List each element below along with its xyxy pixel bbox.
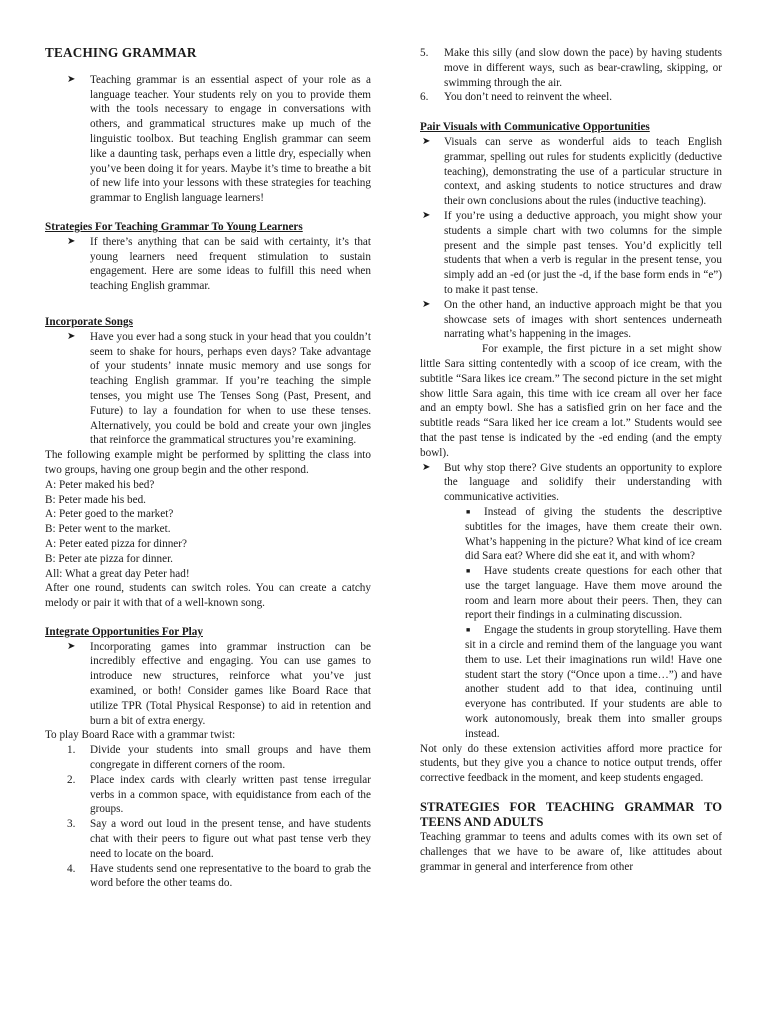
sub-bullet-item: [420, 505, 722, 564]
dialog-line: A: Peter maked his bed?: [45, 478, 155, 491]
list-item: [420, 90, 722, 105]
bullet-text: If there’s anything that can be said with certainty, it’s that young learners need frequent stimulation to sustain engagement. Here are some ideas to fulfill this need when teaching English grammar.: [90, 235, 371, 293]
bullet-intro: [45, 73, 371, 206]
sub-bullet-text: Have students create questions for each other that use the target language. Have them move around the room and learn more about their peers. Then, they can report their findings in a culminating discussion.: [465, 565, 722, 622]
dialog-line: B: Peter made his bed.: [45, 493, 146, 506]
example-paragraph: For example, the first picture in a set might show little Sara sitting contentedly with a scoop of ice cream, with the subtitle “Sara likes ice cream.” The second picture in the set might show little Sara again, this time with ice cream all over her face and an empty bowl. She has a satisfied grin on her face and the subtitle reads “Sara liked her ice cream a lot.” Students would see that the past tense is indicated by the -ed ending (and the empty bowl).: [420, 343, 722, 459]
sub-bullet-item: [420, 623, 722, 741]
arrow-bullet-icon: ➤: [422, 209, 431, 221]
bullet-deductive: [420, 209, 722, 298]
right-column: [420, 46, 722, 874]
list-text: You don’t need to reinvent the wheel.: [444, 91, 612, 104]
arrow-bullet-icon: ➤: [422, 135, 431, 147]
bullet-why-stop: [420, 461, 722, 505]
dialog-line: B: Peter went to the market.: [45, 523, 171, 536]
bullet-inductive: [420, 298, 722, 342]
bullet-play: [45, 640, 371, 729]
document-title: TEACHING GRAMMAR: [45, 45, 197, 60]
bullet-songs: [45, 330, 371, 448]
arrow-bullet-icon: ➤: [67, 640, 76, 652]
square-bullet-icon: ■: [466, 567, 471, 576]
sub-bullet-item: [420, 564, 722, 623]
bullet-young-learners: [45, 235, 371, 294]
bullet-text: Teaching grammar is an essential aspect of your role as a language teacher. Your students rely on you to provide them with the tools necessary to engage in conversations with others, and grammatical structures make up much of the linguistic toolbox. But teaching English grammar can seem like a daunting task, perhaps even a little dry, especially when you’ve been doing it for years. Maybe it’s time to breathe a bit of new life into your lessons with these strategies for teaching grammar to English language learners!: [90, 73, 371, 205]
arrow-bullet-icon: ➤: [67, 73, 76, 85]
example-intro: The following example might be performed by splitting the class into two groups, having one group begin and the other respond.: [45, 449, 371, 476]
list-number: 5.: [420, 47, 429, 59]
bullet-text: Visuals can serve as wonderful aids to teach English grammar, spelling out rules for students explicitly (deductive teaching), demonstrating the use of a particular structure in context, and asking students to notice structures and draw their own conclusions about the rules (inductive teaching).: [444, 135, 722, 208]
arrow-bullet-icon: ➤: [422, 461, 431, 473]
list-text: Divide your students into small groups and have them congregate in different corners of the room.: [90, 744, 371, 772]
bullet-text: Incorporating games into grammar instruction can be incredibly effective and engaging. You can use games to introduce new structures, reinforce what you’ve just examined, or both! Consider games like Board Race that utilize TPR (Total Physical Response) to aid in retention and burn a bit of extra energy.: [90, 640, 371, 727]
left-column: [45, 46, 371, 891]
list-text: Have students send one representative to the board to grab the word before the other teams do.: [90, 862, 371, 890]
sub-bullet-text: Engage the students in group storytelling. Have them sit in a circle and remind them of the language you want them to use. Let their imaginations run wild! Have one student start the story (“Once upon a time…”) and have another student add to that idea, continuing until everyone has contributed. If your students are able to work autonomously, break them into smaller groups instead.: [465, 624, 722, 740]
list-item: [420, 46, 722, 90]
sub-bullet-text: Instead of giving the students the descriptive subtitles for the images, have them create their own. What’s happening in the picture? What kind of ice cream did Sara eat? Where did she eat it, and with whom?: [465, 505, 722, 563]
section-heading-visuals: Pair Visuals with Communicative Opportunities: [420, 121, 650, 134]
square-bullet-icon: ■: [466, 507, 471, 516]
section-heading-play: Integrate Opportunities For Play: [45, 625, 203, 638]
list-number: 1.: [67, 744, 76, 757]
list-number: 6.: [420, 91, 429, 104]
dialog-block: [45, 478, 371, 582]
bullet-text: On the other hand, an inductive approach might be that you showcase sets of images with short sentences underneath narrating what’s happening in the images.: [444, 298, 722, 341]
square-bullet-icon: ■: [466, 626, 471, 635]
dialog-line: A: Peter eated pizza for dinner?: [45, 537, 187, 550]
section-heading-young-learners: Strategies For Teaching Grammar To Young Learners: [45, 220, 303, 233]
arrow-bullet-icon: ➤: [67, 330, 76, 342]
arrow-bullet-icon: ➤: [422, 298, 431, 310]
dialog-line: A: Peter goed to the market?: [45, 508, 174, 521]
list-text: Place index cards with clearly written past tense irregular verbs in a common space, with equidistance from each of the groups.: [90, 773, 371, 816]
list-number: 4.: [67, 862, 76, 875]
closing-paragraph: Not only do these extension activities afford more practice for students, but they give you a chance to notice output trends, offer corrective feedback in the moment, and keep students engaged.: [420, 742, 722, 785]
board-race-intro: To play Board Race with a grammar twist:: [45, 729, 236, 742]
list-item: [45, 817, 371, 861]
list-text: Make this silly (and slow down the pace) by having students move in different ways, such as bear-crawling, skipping, or swimming through the air.: [444, 47, 722, 89]
list-item: [45, 862, 371, 892]
list-number: 3.: [67, 818, 76, 831]
list-item: [45, 773, 371, 817]
list-number: 2.: [67, 773, 76, 786]
bullet-text: Have you ever had a song stuck in your head that you couldn’t seem to shake for hours, perhaps even days? Take advantage of your students’ innate music memory and use songs for teaching English grammar. If you’re teaching the simple tenses, you might use The Tenses Song (Past, Present, and Future) to lay a foundation for when to use these tenses. Alternatively, you could be bold and create your own jingles that reinforce the grammatical structures you’re examining.: [90, 330, 371, 447]
after-round-text: After one round, students can switch roles. You can create a catchy melody or pair it with that of a well-known song.: [45, 582, 371, 610]
list-text: Say a word out loud in the present tense, and have students chat with their peers to figure out what past tense verb they need to locate on the board.: [90, 818, 371, 860]
section-heading-teens-adults: STRATEGIES FOR TEACHING GRAMMAR TO TEENS AND ADULTS: [420, 800, 722, 830]
dialog-line: B: Peter ate pizza for dinner.: [45, 552, 173, 565]
section-heading-songs: Incorporate Songs: [45, 315, 133, 328]
list-item: [45, 743, 371, 773]
dialog-line: All: What a great day Peter had!: [45, 567, 190, 580]
bullet-text: But why stop there? Give students an opportunity to explore the language and solidify their understanding with communicative activities.: [444, 461, 722, 504]
teens-adults-text: Teaching grammar to teens and adults comes with its own set of challenges that we have to be aware of, like attitudes about grammar in general and interference from other: [420, 831, 722, 873]
arrow-bullet-icon: ➤: [67, 235, 76, 247]
bullet-visuals: [420, 135, 722, 209]
bullet-text: If you’re using a deductive approach, you might show your students a simple chart with two columns for the simple present and the simple past tenses. You’d explicitly tell students that when a verb is regular in the present tense, you simply add an -ed (or just the -d, if the base form ends in “e”) to make it past tense.: [444, 209, 722, 296]
